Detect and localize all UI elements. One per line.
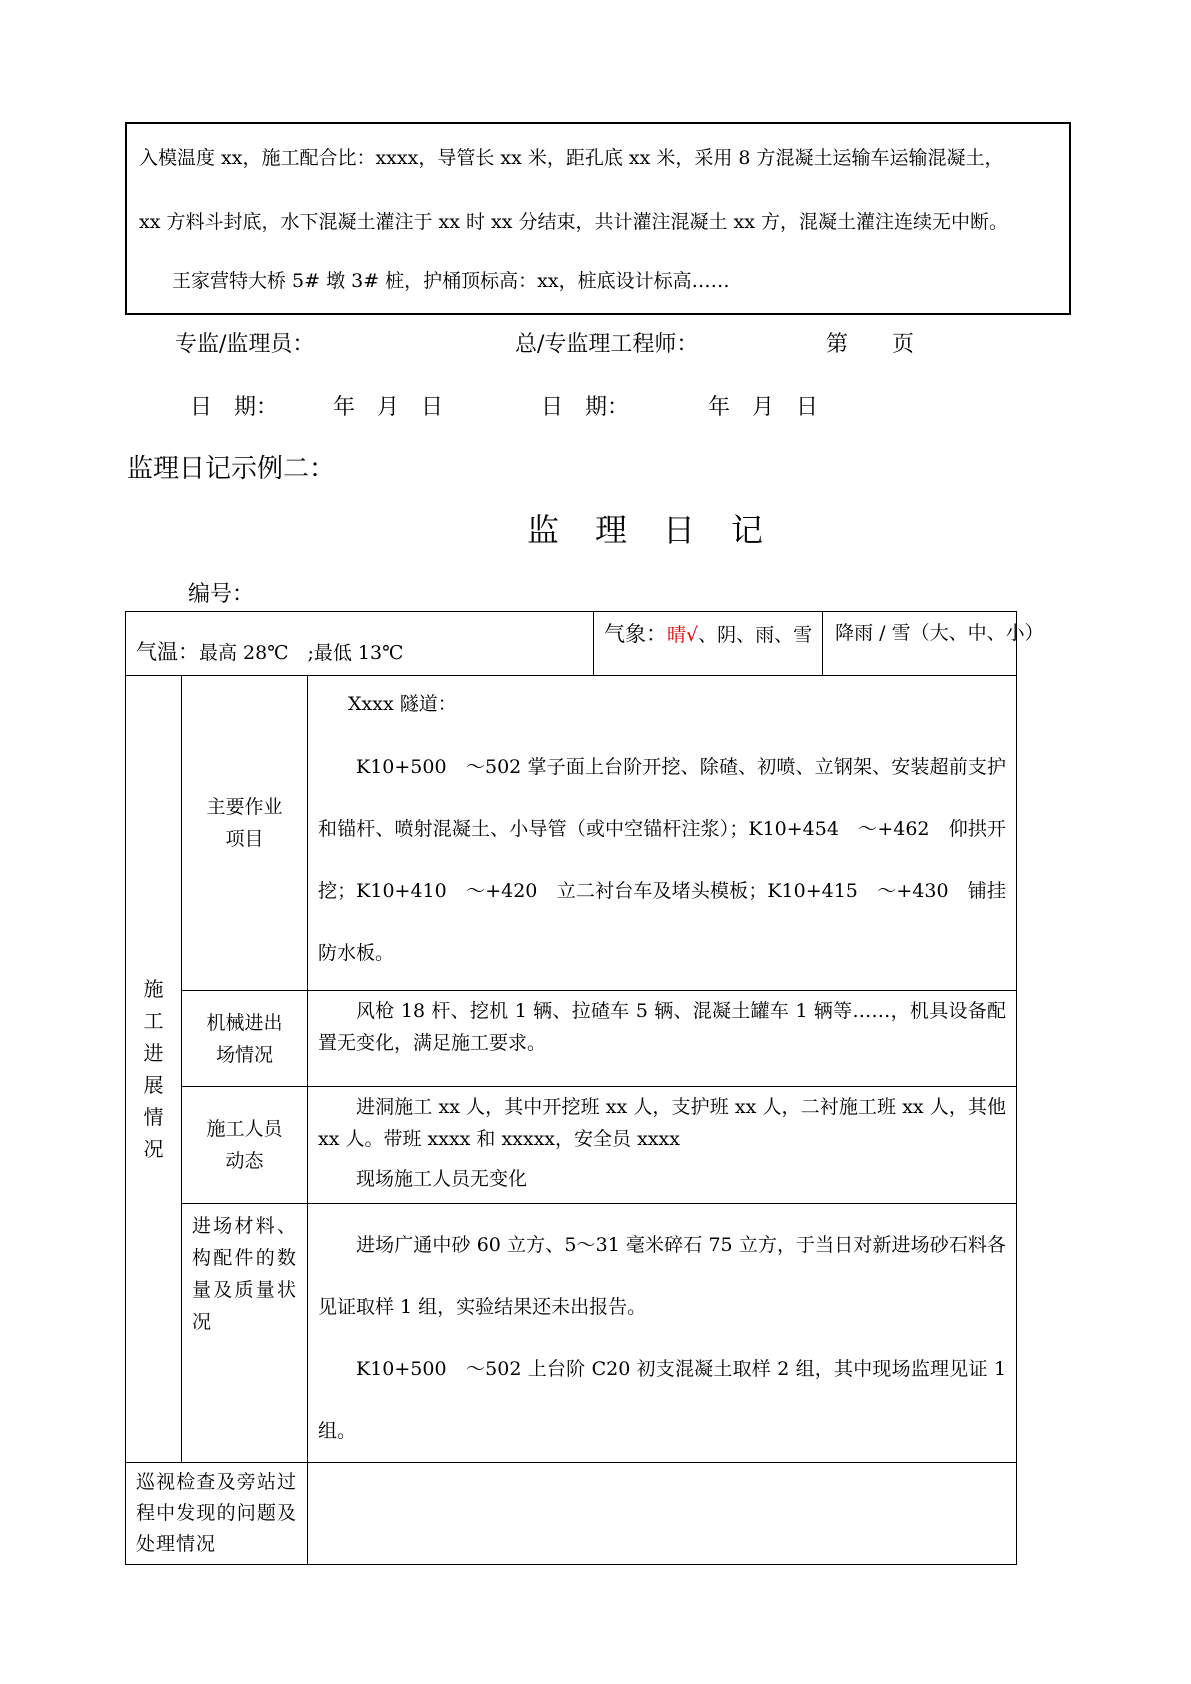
machine-text: 风枪 18 杆、挖机 1 辆、拉碴车 5 辆、混凝土罐车 1 辆等……，机具设备配置无变化，满足施工要求。	[318, 1000, 1007, 1054]
machine-content-cell	[308, 991, 1017, 1087]
inspection-label: 巡视检查及旁站过程中发现的问题及处理情况	[136, 1471, 297, 1555]
main-work-detail: K10+500 ～502 掌子面上台阶开挖、除碴、初喷、立钢架、安装超前支护和锚杆、喷射混凝土、小导管（或中空锚杆注浆）；K10+454 ～+462 仰拱开挖；K10+410 ～+420 立二衬台车及堵头模板；K10+415 ～+430 铺挂防水板。	[318, 756, 1007, 964]
document-title: 监理日记	[527, 511, 800, 549]
staff-text-1: 进洞施工 xx 人，其中开挖班 xx 人，支护班 xx 人，二衬施工班 xx 人，其他 xx 人。带班 xxxx 和 xxxxx，安全员 xxxx	[318, 1096, 1007, 1150]
inspection-row	[126, 1463, 1017, 1565]
date-label-1: 日 期：	[190, 395, 279, 420]
sky-options: 、阴、雨、雪	[698, 624, 813, 646]
sky-label: 气象：	[604, 622, 668, 646]
staff-content-cell	[308, 1087, 1017, 1204]
material-text-2: K10+500 ～502 上台阶 C20 初支混凝土取样 2 组，其中现场监理见证 1 组。	[318, 1358, 1007, 1442]
main-work-content-cell	[308, 676, 1017, 991]
material-text-1: 进场广通中砂 60 立方、5～31 毫米碎石 75 立方，于当日对新进场砂石料各见证取样 1 组，实验结果还未出报告。	[318, 1234, 1007, 1318]
material-row	[126, 1204, 1017, 1463]
inspection-text	[308, 1463, 1016, 1479]
temperature-label: 气温：	[136, 640, 199, 664]
note-line-1: 入模温度 xx，施工配合比：xxxx，导管长 xx 米，距孔底 xx 米，采用 8 方混凝土运输车运输混凝土，	[139, 147, 1004, 169]
material-label-cell	[182, 1204, 308, 1463]
material-content-cell	[308, 1204, 1017, 1463]
note-line-3: 王家营特大桥 5# 墩 3# 桩，护桶顶标高：xx，桩底设计标高……	[172, 270, 730, 292]
machine-label-cell	[182, 991, 308, 1087]
section-label-cell	[126, 676, 182, 1463]
main-work-label-cell	[182, 676, 308, 991]
number-label: 编号：	[188, 582, 255, 607]
temperature-value: 最高 28℃ ;最低 13℃	[199, 642, 404, 664]
main-work-label: 主要作业项目	[206, 796, 283, 850]
page-label: 第 页	[826, 332, 915, 357]
weather-row	[126, 612, 1017, 676]
staff-text-2: 现场施工人员无变化	[356, 1168, 528, 1190]
machine-row	[126, 991, 1017, 1087]
date-value-2: 年 月 日	[708, 395, 819, 420]
staff-row	[126, 1087, 1017, 1204]
date-value-1: 年 月 日	[333, 395, 444, 420]
precip-cell: 降雨 / 雪（大、中、小）	[835, 622, 1044, 644]
chief-engineer-label: 总/专监理工程师：	[515, 332, 699, 357]
staff-label-cell	[182, 1087, 308, 1204]
main-work-row	[126, 676, 1017, 991]
example-heading: 监理日记示例二：	[127, 454, 336, 484]
temperature-cell	[126, 612, 594, 676]
diary-table	[125, 611, 1044, 1565]
inspection-label-cell	[126, 1463, 308, 1565]
note-line-2: xx 方料斗封底，水下混凝土灌注于 xx 时 xx 分结束，共计灌注混凝土 xx 方，混凝土灌注连续无中断。	[139, 211, 1009, 233]
main-work-tunnel: Xxxx 隧道：	[348, 693, 457, 715]
inspection-content-cell	[308, 1463, 1017, 1565]
staff-label: 施工人员动态	[206, 1118, 283, 1172]
date-label-2: 日 期：	[541, 395, 630, 420]
sky-selected: 晴√	[667, 624, 699, 646]
supervisor-label: 专监/监理员：	[175, 332, 315, 357]
sky-cell	[594, 612, 823, 675]
material-label: 进场材料、构配件的数量及质量状况	[192, 1215, 297, 1333]
sky-and-precip-cell	[594, 612, 1044, 676]
construction-note-box	[125, 122, 1071, 315]
section-label: 施工进展情况	[143, 977, 164, 1161]
machine-label: 机械进出场情况	[206, 1011, 283, 1066]
